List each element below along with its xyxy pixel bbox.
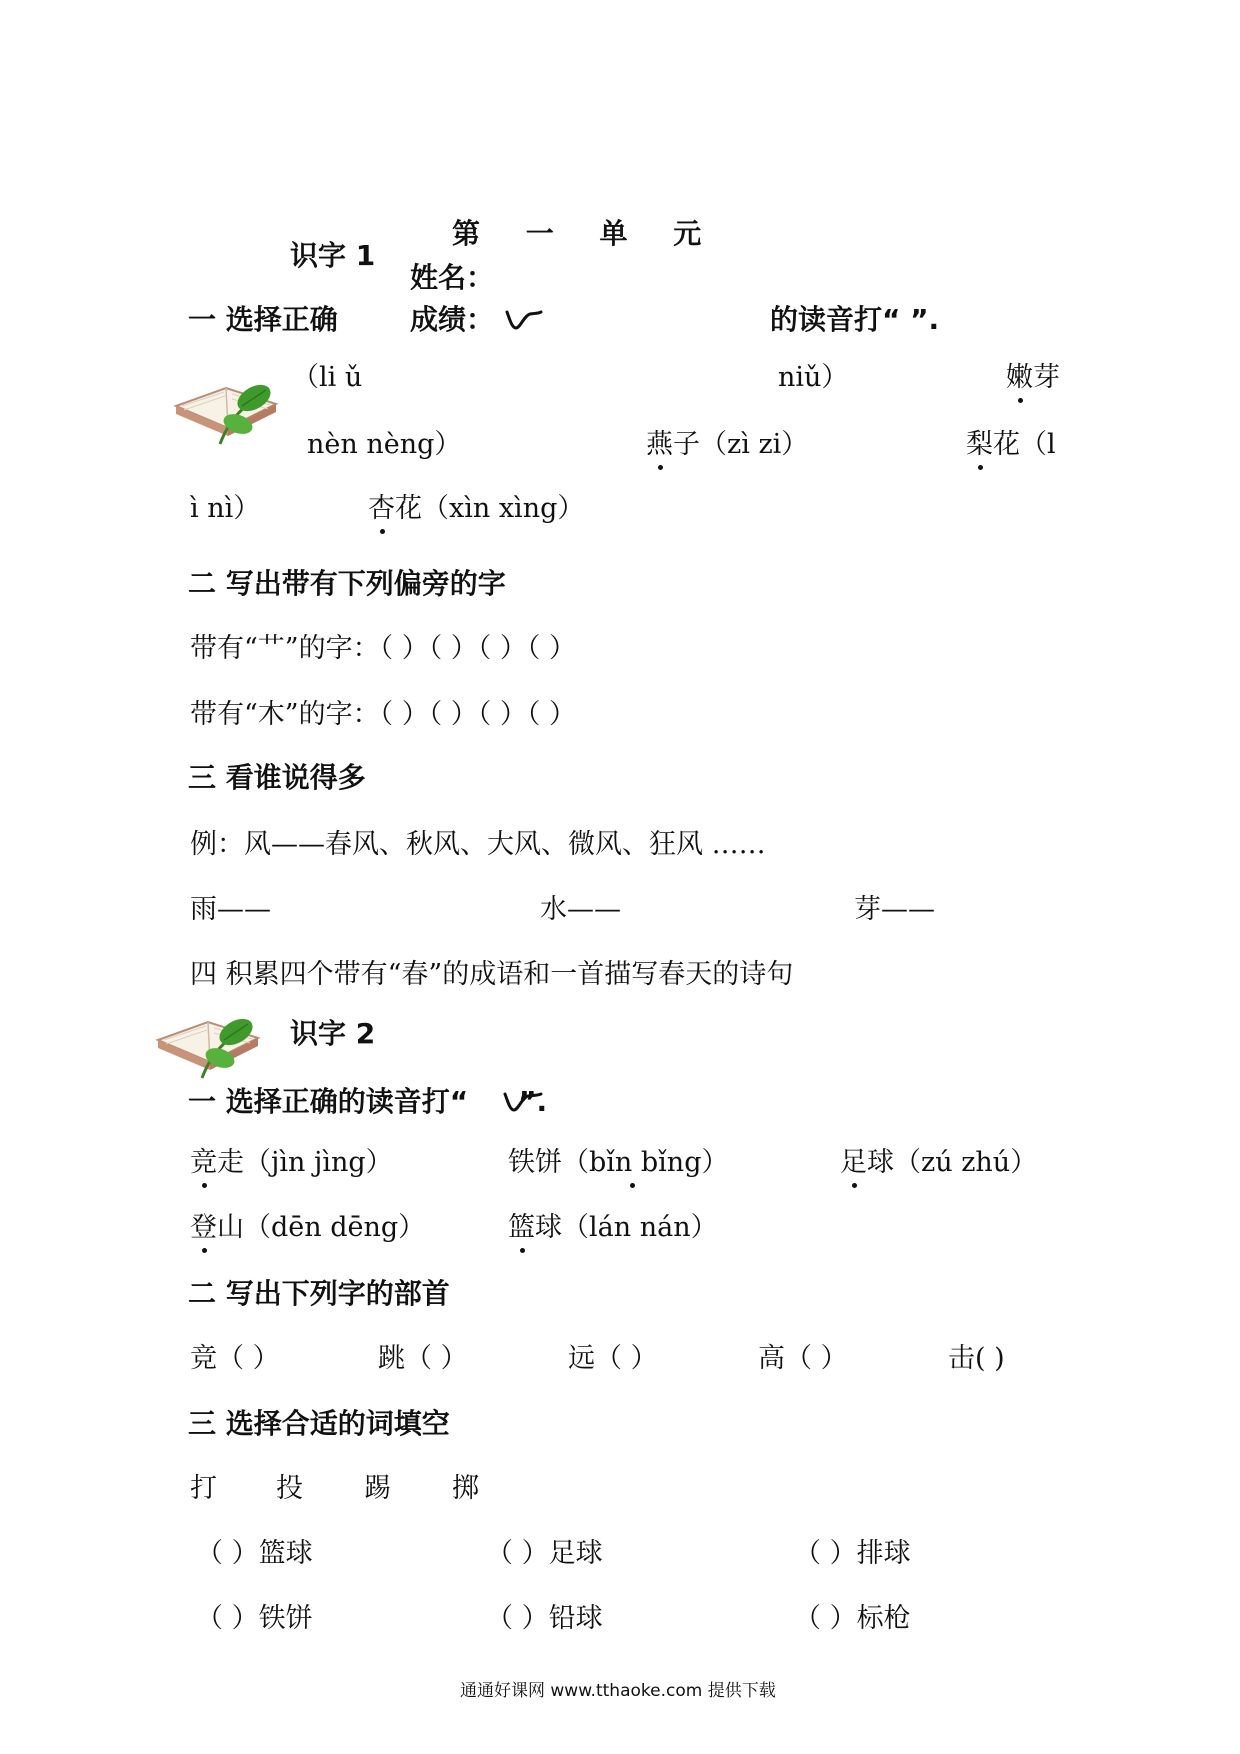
l2-q3-choice-ti: 踢: [364, 1473, 391, 1504]
l1-q3-title: 三 看谁说得多: [188, 761, 366, 794]
l2-q3-fill-lanqiu: （ ）篮球: [196, 1538, 313, 1569]
l2-q2-item-tiao: 跳（ ）: [378, 1343, 468, 1374]
l1-row3-pinyin1: ì nì）: [190, 493, 261, 524]
l2-q1-item-zuqiu: 足球（zú zhú）: [840, 1147, 1038, 1178]
footer-credit: 通通好课网 www.tthaoke.com 提供下载: [460, 1681, 776, 1701]
l1-q2-title: 二 写出带有下列偏旁的字: [188, 567, 506, 600]
l2-q3-fill-zuqiu: （ ）足球: [486, 1538, 603, 1569]
check-mark-icon: [504, 302, 544, 332]
l1-row1-pinyin1: （li ǔ: [292, 362, 363, 393]
l2-q2-item-gao: 高（ ）: [758, 1343, 848, 1374]
l1-row3-word2: 杏花（xìn xìng）: [368, 493, 585, 524]
unit-title: 第 一 单 元: [452, 217, 720, 250]
l1-row1-pinyin2: niǔ）: [778, 362, 849, 393]
lesson2-heading: 识字 2: [290, 1017, 376, 1050]
l1-row2-pinyin1: nèn nèng）: [307, 429, 462, 460]
l1-row2-word3: 梨花（l: [966, 429, 1056, 460]
l2-q1-item-tiebing: 铁饼（bǐn bǐng）: [508, 1147, 729, 1178]
l2-q3-fill-qianqiu: （ ）铅球: [486, 1603, 603, 1634]
l1-q2-line1: 带有“艹”的字：（ ）（ ）（ ）（ ）: [190, 633, 576, 664]
l2-q1-item-dengshan: 登山（dēn dēng）: [190, 1212, 426, 1243]
l1-q2-line2: 带有“木”的字：（ ）（ ）（ ）（ ）: [190, 699, 576, 730]
l1-q3-item-water: 水——: [540, 894, 621, 925]
l2-q1-item-jingzou: 竞走（jìn jìng）: [190, 1147, 393, 1178]
l2-q3-fill-tiebing: （ ）铁饼: [196, 1603, 313, 1634]
book-leaf-illustration-2: [150, 992, 265, 1082]
l2-q2-title: 二 写出下列字的部首: [188, 1277, 450, 1310]
lesson1-heading: 识字 1: [290, 239, 376, 272]
l2-q3-fill-biaoqiang: （ ）标枪: [794, 1603, 911, 1634]
l2-q3-title: 三 选择合适的词填空: [188, 1407, 450, 1440]
check-mark-icon-2: [502, 1084, 544, 1114]
l2-q3-choice-zhi: 掷: [452, 1473, 479, 1504]
l1-q1-title-right: 的读音打“ ”.: [770, 303, 940, 336]
l1-row2-word2: 燕子（zì zi）: [646, 429, 809, 460]
l1-q1-title-left: 一 选择正确: [188, 303, 338, 336]
l2-q1-title: 一 选择正确的读音打“ ”.: [188, 1085, 548, 1118]
l2-q1-item-lanqiu: 篮球（lán nán）: [508, 1212, 718, 1243]
l1-q3-item-sprout: 芽——: [854, 894, 935, 925]
l2-q3-fill-paiqiu: （ ）排球: [794, 1538, 911, 1569]
score-label: 成绩：: [410, 303, 495, 336]
l1-q3-item-rain: 雨——: [190, 894, 271, 925]
l2-q2-item-ji: 击( ): [948, 1343, 1005, 1374]
l2-q3-choice-tou: 投: [276, 1473, 303, 1504]
name-label: 姓名：: [410, 261, 495, 294]
l1-q3-example: 例：风——春风、秋风、大风、微风、狂风 ……: [190, 829, 766, 860]
l2-q2-item-jing: 竞（ ）: [190, 1343, 280, 1374]
l1-q4-title: 四 积累四个带有“春”的成语和一首描写春天的诗句: [190, 959, 794, 990]
l2-q2-item-yuan: 远（ ）: [568, 1343, 658, 1374]
l2-q3-choice-da: 打: [190, 1473, 217, 1504]
book-leaf-illustration: [168, 358, 283, 448]
l1-row1-word3: 嫩芽: [1006, 362, 1060, 393]
